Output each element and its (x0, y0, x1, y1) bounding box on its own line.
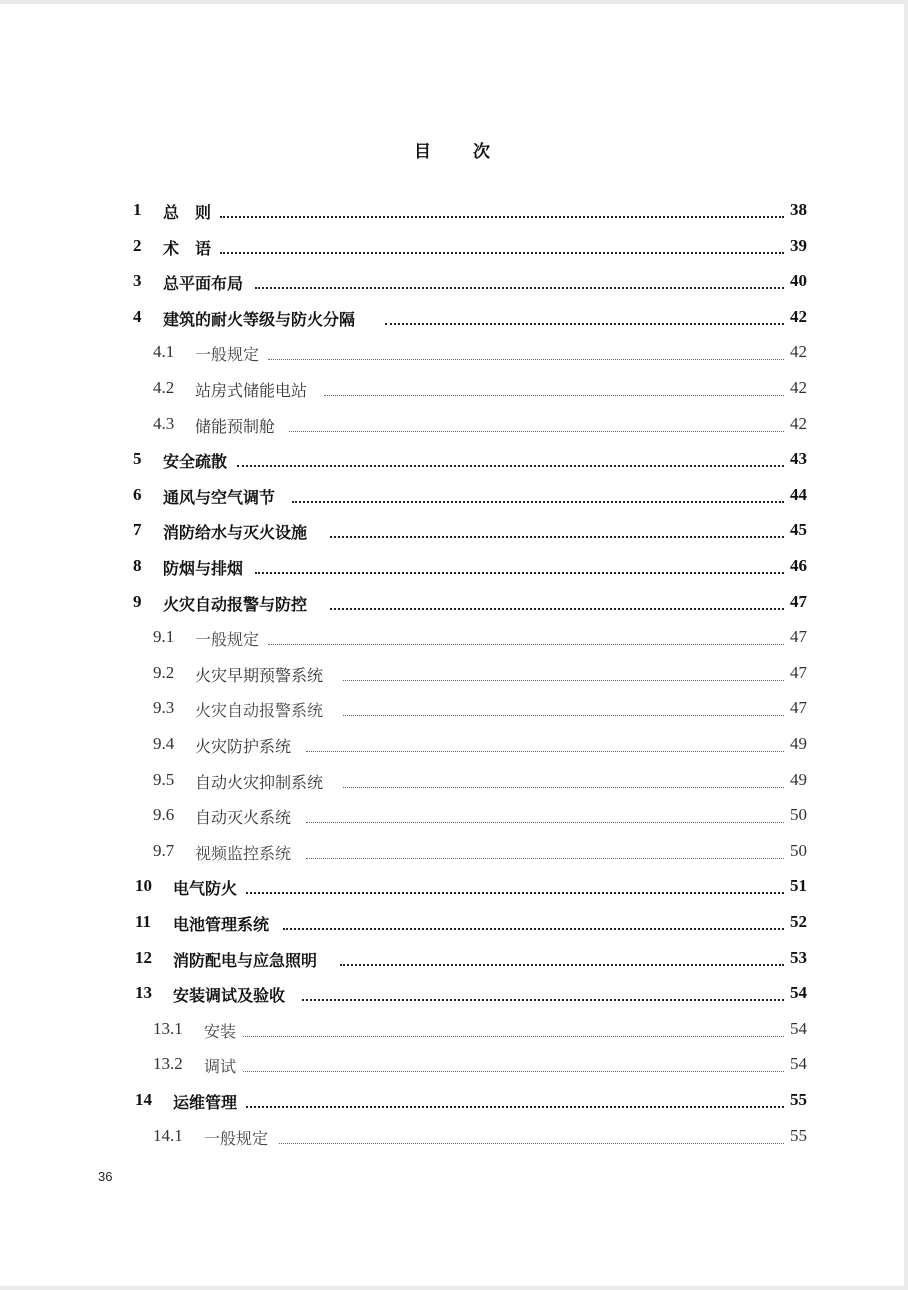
toc-entry-title: 站房式储能电站 (195, 381, 308, 400)
toc-entry-number: 5 (133, 449, 142, 469)
toc-entry-page: 42 (790, 378, 807, 397)
toc-entry-number: 3 (133, 271, 142, 291)
toc-entry-number: 9.7 (153, 840, 175, 860)
toc-entry-title: 总 则 (163, 203, 212, 222)
toc-entry-number: 2 (133, 235, 142, 255)
dot-leader (246, 1104, 784, 1108)
toc-entry-number: 9 (133, 591, 142, 611)
toc-entry-page: 47 (790, 627, 807, 647)
dot-leader (279, 1141, 784, 1144)
toc-entry-page: 47 (790, 662, 807, 682)
dot-leader (306, 820, 784, 823)
toc-entry-page: 44 (790, 484, 807, 504)
toc-entry-number: 7 (133, 520, 142, 540)
dot-leader (343, 785, 784, 788)
toc-entry-number: 8 (133, 556, 142, 575)
dot-leader (343, 713, 784, 716)
toc-entry-number: 4.2 (153, 378, 175, 397)
toc-entry-number: 4.3 (153, 413, 175, 433)
toc-entry-title: 火灾早期预警系统 (195, 665, 324, 685)
toc-entry-page: 55 (790, 1125, 807, 1145)
toc-entry-number: 13 (135, 983, 152, 1003)
toc-entry-title: 消防给水与灭火设施 (163, 523, 308, 543)
dot-leader (289, 429, 784, 432)
toc-entry-page: 54 (790, 1054, 807, 1074)
toc-entry-number: 4 (133, 306, 142, 326)
dot-leader (243, 1069, 784, 1072)
toc-entry-number: 13.1 (153, 1018, 183, 1038)
toc-entry-title: 安装 (204, 1021, 237, 1041)
toc-entry-page: 45 (790, 520, 807, 540)
toc-entry-number: 13.2 (153, 1054, 183, 1074)
dot-leader (330, 534, 784, 538)
toc-entry-title: 视频监控系统 (195, 843, 292, 863)
toc-entry-number: 9.4 (153, 734, 175, 753)
dot-leader (306, 856, 784, 859)
dot-leader (330, 606, 784, 610)
toc-entry-title: 一般规定 (195, 630, 260, 650)
toc-entry-title: 一般规定 (195, 345, 260, 365)
toc-entry-page: 52 (790, 912, 807, 931)
toc-entry-title: 安全疏散 (163, 452, 228, 472)
toc-entry-page: 50 (790, 805, 807, 825)
dot-leader (220, 214, 784, 218)
dot-leader (283, 926, 784, 930)
toc-entry-title: 通风与空气调节 (163, 487, 276, 507)
toc-entry-number: 9.5 (153, 769, 175, 789)
toc-entry-title: 储能预制舱 (195, 416, 276, 436)
toc-entry-page: 42 (790, 342, 807, 362)
toc-entry-title: 建筑的耐火等级与防火分隔 (163, 309, 356, 329)
toc-entry-number: 9.1 (153, 627, 175, 647)
toc-entry-title: 火灾防护系统 (195, 737, 292, 756)
toc-entry-page: 49 (790, 734, 807, 753)
toc-entry-page: 38 (790, 200, 807, 219)
toc-entry-title: 一般规定 (204, 1128, 269, 1148)
toc-entry-number: 10 (135, 876, 152, 896)
dot-leader (340, 962, 784, 966)
toc-entry-page: 54 (790, 983, 807, 1003)
dot-leader (385, 321, 784, 325)
dot-leader (237, 463, 784, 467)
toc-entry-page: 40 (790, 271, 807, 291)
toc-entry-page: 50 (790, 840, 807, 860)
dot-leader (268, 642, 784, 645)
toc-entry-page: 42 (790, 306, 807, 326)
toc-entry-title: 安装调试及验收 (173, 986, 286, 1006)
toc-entry-title: 火灾自动报警系统 (195, 701, 324, 721)
toc-entry-number: 14.1 (153, 1125, 183, 1145)
dot-leader (343, 678, 784, 681)
page-number: 36 (98, 1169, 113, 1184)
toc-entry-title: 电气防火 (173, 879, 238, 899)
toc-entry-title: 自动灭火系统 (195, 808, 292, 828)
toc-entry-page: 53 (790, 947, 807, 967)
toc-entry-title: 自动火灾抑制系统 (195, 772, 324, 792)
toc-entry-page: 51 (790, 876, 807, 896)
dot-leader (243, 1034, 784, 1037)
dot-leader (255, 570, 784, 574)
toc-entry-number: 4.1 (153, 342, 175, 362)
document-page (0, 4, 904, 1286)
toc-entry-number: 1 (133, 200, 142, 219)
dot-leader (255, 285, 784, 289)
toc-entry-page: 47 (790, 591, 807, 611)
toc-entry-page: 39 (790, 235, 807, 255)
toc-entry-title: 防烟与排烟 (163, 559, 244, 578)
toc-entry-title: 火灾自动报警与防控 (163, 594, 308, 614)
dot-leader (292, 499, 784, 503)
dot-leader (220, 250, 784, 254)
toc-entry-number: 9.3 (153, 698, 175, 718)
toc-entry-title: 调试 (204, 1057, 237, 1077)
toc-entry-number: 9.6 (153, 805, 175, 825)
toc-entry-number: 12 (135, 947, 152, 967)
toc-title: 目 次 (414, 142, 508, 162)
toc-entry-page: 54 (790, 1018, 807, 1038)
toc-entry-page: 43 (790, 449, 807, 469)
toc-entry-number: 9.2 (153, 662, 175, 682)
dot-leader (306, 749, 784, 752)
toc-entry-title: 术 语 (163, 238, 212, 258)
dot-leader (302, 997, 784, 1001)
toc-entry-page: 42 (790, 413, 807, 433)
toc-entry-title: 电池管理系统 (173, 915, 270, 934)
toc-entry-title: 总平面布局 (163, 274, 244, 294)
toc-entry-number: 6 (133, 484, 142, 504)
toc-entry-number: 14 (135, 1090, 152, 1109)
toc-entry-page: 47 (790, 698, 807, 718)
dot-leader (324, 393, 784, 396)
dot-leader (268, 357, 784, 360)
toc-entry-page: 46 (790, 556, 807, 575)
toc-entry-page: 49 (790, 769, 807, 789)
dot-leader (246, 890, 784, 894)
toc-entry-title: 运维管理 (173, 1093, 238, 1112)
toc-entry-title: 消防配电与应急照明 (173, 950, 318, 970)
toc-entry-page: 55 (790, 1090, 807, 1109)
toc-entry-number: 11 (135, 912, 152, 931)
